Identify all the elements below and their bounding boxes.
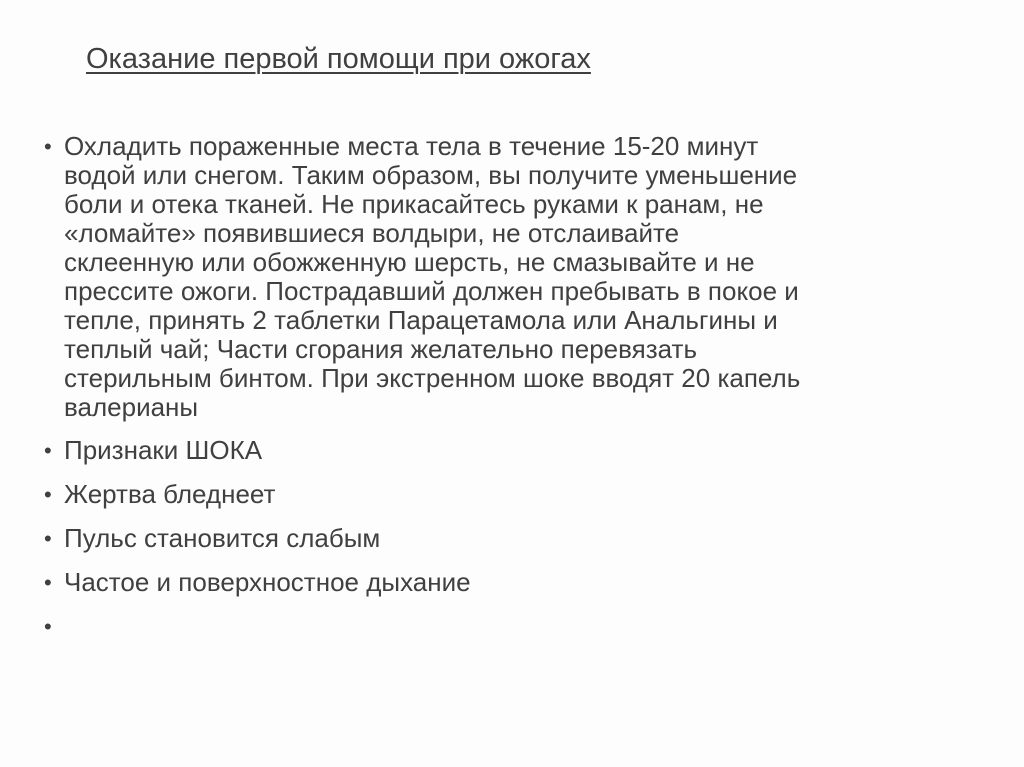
bullet-marker: • <box>44 482 52 507</box>
bullet-item <box>44 524 984 553</box>
bullet-list <box>44 131 984 639</box>
bullet-item <box>44 436 984 465</box>
bullet-marker: • <box>44 614 52 639</box>
bullet-text: Признаки ШОКА <box>64 435 263 465</box>
slide-title: Оказание первой помощи при ожогах <box>86 43 591 75</box>
bullet-marker: • <box>44 134 52 159</box>
bullet-item <box>44 568 984 597</box>
bullet-text: Частое и поверхностное дыхание <box>64 567 471 597</box>
bullet-text: Пульс становится слабым <box>64 523 381 553</box>
bullet-marker: • <box>44 570 52 595</box>
bullet-text: Охладить пораженные места тела в течение 15-20 минут водой или снегом. Таким образом, вы получите уменьшение боли и отека тканей. Не прикасайтесь руками к ранам, не «ломайте» появившиеся волдыри, не отслаивайте склеенную или обожженную шерсть, не смазывайте и не прессите ожоги. Пострадавший должен пребывать в покое и тепле, принять 2 таблетки Парацетамола или Анальгины и теплый чай; Части сгорания желательно перевязать стерильным бинтом. При экстренном шоке вводят 20 капель валерианы <box>64 131 801 422</box>
bullet-text: Жертва бледнеет <box>64 479 276 509</box>
bullet-item <box>44 480 984 509</box>
bullet-marker: • <box>44 526 52 551</box>
bullet-marker: • <box>44 438 52 463</box>
bullet-item <box>44 132 984 422</box>
